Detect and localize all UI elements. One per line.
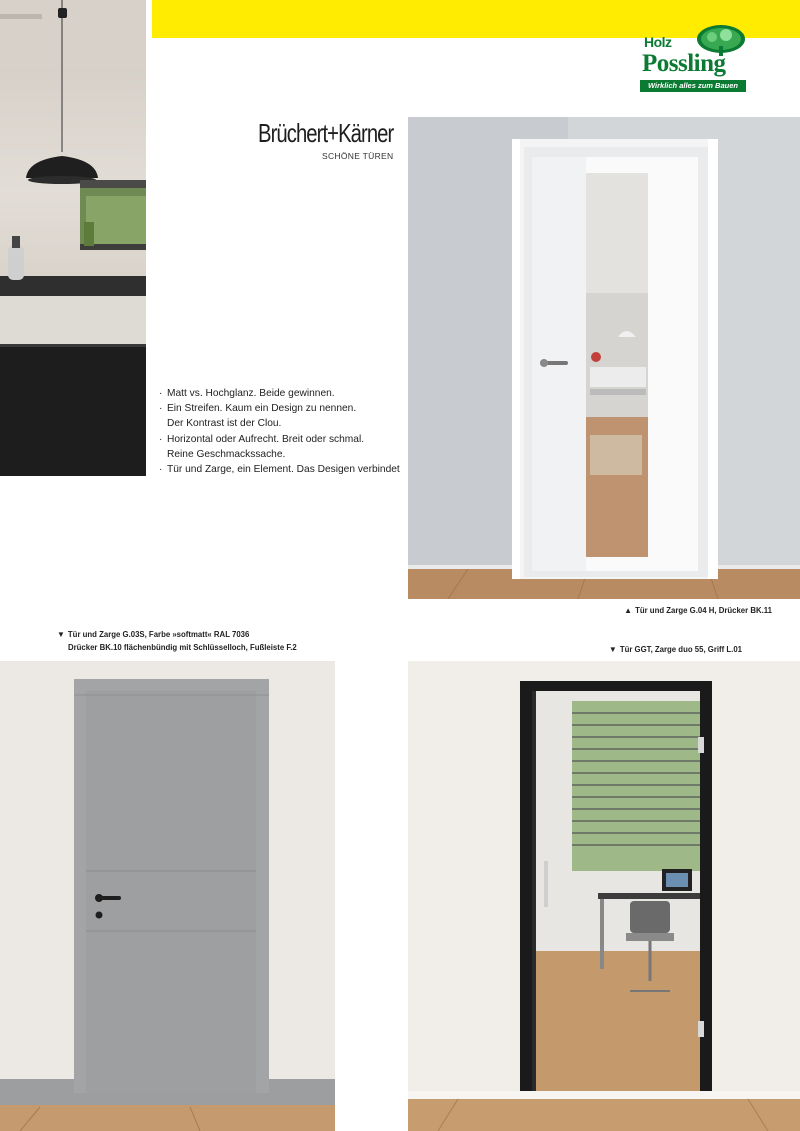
feature-item: · Horizontal oder Aufrecht. Breit oder schmal. Reine Geschmackssache. <box>160 432 400 462</box>
logo-holz-text: Holz <box>644 34 672 50</box>
logo-possling-text: Possling <box>642 50 726 77</box>
caption-white-door-text: Tür und Zarge G.04 H, Drücker BK.11 <box>635 606 772 615</box>
feature-item: · Matt vs. Hochglanz. Beide gewinnen. <box>160 386 400 401</box>
caption-glass-door <box>609 643 742 656</box>
feature-list <box>160 386 400 477</box>
feature-item: · Tür und Zarge, ein Element. Das Desigen verbindet <box>160 462 400 477</box>
triangle-down-icon: ▼ <box>608 645 617 654</box>
brand-subtitle: SCHÖNE TÜREN <box>322 151 394 161</box>
triangle-up-icon: ▲ <box>624 606 633 615</box>
logo-tagline: Wirklich alles zum Bauen <box>640 80 746 92</box>
caption-gray-door <box>57 628 297 654</box>
kitchen-photo <box>0 0 146 476</box>
triangle-down-icon: ▼ <box>57 630 65 639</box>
holz-possling-logo <box>640 24 746 94</box>
caption-gray-door-line1: Tür und Zarge G.03S, Farbe »softmatt« RAL 7036 <box>67 630 250 639</box>
glass-door-photo <box>408 661 800 1131</box>
caption-glass-door-text: Tür GGT, Zarge duo 55, Griff L.01 <box>619 645 742 654</box>
caption-white-door <box>624 604 772 617</box>
feature-item: · Ein Streifen. Kaum ein Design zu nennen. Der Kontrast ist der Clou. <box>160 401 400 431</box>
gray-door-photo <box>0 661 335 1131</box>
caption-gray-door-line2: Drücker BK.10 flächenbündig mit Schlüsselloch, Fußleiste F.2 <box>68 643 297 652</box>
brand-name: Brüchert+Kärner <box>258 118 394 148</box>
white-door-photo <box>408 117 800 599</box>
